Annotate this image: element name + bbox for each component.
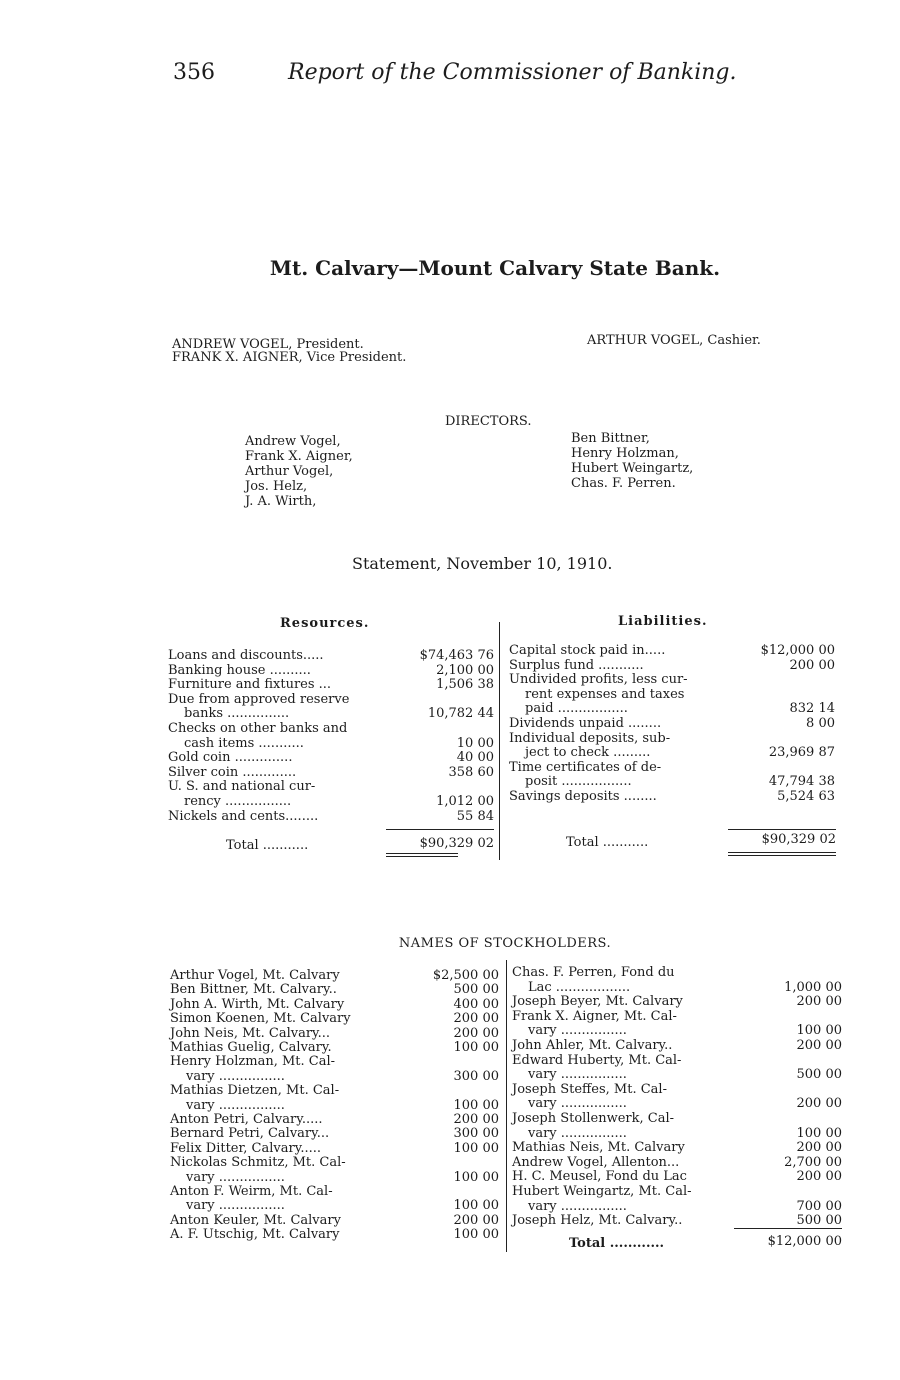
table-row — [170, 1170, 499, 1185]
row-label: Anton F. Weirm, Mt. Cal- — [170, 1184, 333, 1199]
row-amount: 2,100 00 — [436, 662, 494, 678]
row-label: Due from approved reserve — [168, 691, 350, 707]
row-label: Loans and discounts..... — [168, 648, 324, 663]
table-row — [512, 980, 842, 995]
officer-president: ANDREW VOGEL, President. — [172, 337, 364, 352]
row-amount: 1,506 38 — [436, 677, 494, 693]
table-row — [168, 706, 494, 721]
row-amount: 200 00 — [796, 1169, 842, 1185]
director-name: Henry Holzman, — [571, 446, 679, 461]
row-label: Anton Keuler, Mt. Calvary — [170, 1212, 341, 1228]
row-amount: 8 00 — [806, 716, 835, 731]
row-amount: 200 00 — [453, 1212, 499, 1228]
resources-double-rule — [386, 856, 458, 857]
row-label: John Neis, Mt. Calvary... — [170, 1025, 331, 1041]
table-row — [168, 736, 494, 751]
row-amount: 100 00 — [453, 1169, 499, 1185]
row-amount: 2,700 00 — [784, 1154, 842, 1170]
director-name: J. A. Wirth, — [245, 494, 317, 509]
row-label: vary ................ — [186, 1068, 285, 1084]
liabilities-total-rule — [728, 829, 836, 830]
row-label: Arthur Vogel, Mt. Calvary — [170, 968, 340, 983]
row-label: Capital stock paid in..... — [509, 643, 666, 658]
row-label: Dividends unpaid ........ — [509, 716, 662, 731]
resources-total-amount: $90,329 02 — [419, 836, 494, 851]
row-label: Ben Bittner, Mt. Calvary.. — [170, 982, 337, 998]
table-row — [512, 1126, 842, 1141]
table-row — [509, 643, 835, 658]
row-label: vary ................ — [186, 1198, 285, 1214]
table-row — [170, 997, 499, 1012]
table-row — [512, 1111, 842, 1126]
table-row — [168, 677, 494, 692]
table-row — [170, 1126, 499, 1141]
row-label: vary ................ — [528, 1198, 627, 1214]
row-label: Joseph Helz, Mt. Calvary.. — [512, 1213, 683, 1229]
table-row — [509, 760, 835, 775]
row-amount: 100 00 — [453, 1040, 499, 1055]
liabilities-double-rule — [728, 852, 836, 853]
row-amount: 100 00 — [453, 1097, 499, 1113]
row-label: Furniture and fixtures ... — [168, 677, 332, 693]
table-row — [512, 1067, 842, 1082]
row-label: A. F. Utschig, Mt. Calvary — [170, 1227, 340, 1243]
row-amount: 5,524 63 — [777, 789, 835, 804]
row-amount: 40 00 — [456, 750, 494, 766]
liabilities-double-rule — [728, 855, 836, 856]
row-amount: 100 00 — [453, 1140, 499, 1156]
table-row — [509, 731, 835, 746]
row-label: Mathias Neis, Mt. Calvary — [512, 1140, 685, 1156]
table-row — [168, 692, 494, 707]
row-label: John A. Wirth, Mt. Calvary — [170, 996, 345, 1012]
row-amount: 23,969 87 — [768, 745, 835, 761]
table-row — [168, 765, 494, 780]
table-row — [170, 1155, 499, 1170]
row-label: vary ................ — [528, 1023, 627, 1039]
row-amount: 300 00 — [453, 1126, 499, 1142]
table-row — [170, 1213, 499, 1228]
table-row — [512, 1199, 842, 1214]
table-row — [170, 1098, 499, 1113]
row-amount: 47,794 38 — [768, 774, 835, 790]
row-label: Time certificates of de- — [509, 759, 662, 775]
table-row — [168, 794, 494, 809]
table-row — [170, 1141, 499, 1156]
row-label: Individual deposits, sub- — [509, 730, 671, 746]
row-amount: 1,012 00 — [436, 794, 494, 809]
director-name: Hubert Weingartz, — [571, 461, 694, 476]
table-row — [512, 1184, 842, 1199]
row-amount: 200 00 — [796, 1096, 842, 1112]
row-label: cash items ........... — [184, 735, 304, 751]
row-label: John Ahler, Mt. Calvary.. — [512, 1038, 673, 1053]
director-name: Jos. Helz, — [245, 479, 308, 494]
resources-double-rule — [386, 853, 458, 854]
row-label: posit ................. — [525, 774, 632, 790]
row-label: Banking house .......... — [168, 662, 311, 678]
resources-total-rule — [386, 829, 494, 830]
table-row — [170, 1011, 499, 1026]
row-label: rency ................ — [184, 794, 292, 809]
row-amount: 500 00 — [453, 982, 499, 998]
row-amount: 100 00 — [453, 1198, 499, 1214]
row-label: Hubert Weingartz, Mt. Cal- — [512, 1184, 692, 1199]
table-row — [170, 1040, 499, 1055]
row-label: vary ................ — [186, 1097, 285, 1113]
table-row — [170, 1083, 499, 1098]
table-row — [170, 968, 499, 983]
row-label: Chas. F. Perren, Fond du — [512, 965, 675, 980]
row-label: Nickels and cents........ — [168, 808, 319, 824]
resources-heading: Resources. — [280, 616, 370, 631]
row-label: Mathias Guelig, Calvary. — [170, 1040, 332, 1055]
row-label: Mathias Dietzen, Mt. Cal- — [170, 1083, 340, 1099]
table-row — [509, 658, 835, 673]
table-row — [170, 1198, 499, 1213]
row-label: Bernard Petri, Calvary... — [170, 1126, 330, 1142]
row-amount: 700 00 — [796, 1198, 842, 1214]
row-amount: 100 00 — [453, 1227, 499, 1243]
row-label: paid ................. — [525, 701, 628, 717]
row-amount: 300 00 — [453, 1068, 499, 1084]
table-row — [170, 982, 499, 997]
row-label: rent expenses and taxes — [525, 686, 685, 702]
table-row — [512, 1053, 842, 1068]
row-amount: 500 00 — [796, 1213, 842, 1229]
row-label: Andrew Vogel, Allenton... — [512, 1154, 680, 1170]
row-amount: 832 14 — [789, 701, 835, 717]
row-label: Felix Ditter, Calvary..... — [170, 1140, 321, 1156]
row-label: Edward Huberty, Mt. Cal- — [512, 1052, 682, 1068]
stockholders-divider — [506, 960, 507, 1252]
liabilities-total-amount: $90,329 02 — [761, 832, 836, 847]
row-label: Gold coin .............. — [168, 750, 293, 766]
row-label: vary ................ — [528, 1125, 627, 1141]
row-amount: 500 00 — [796, 1067, 842, 1083]
table-row — [168, 750, 494, 765]
row-label: Joseph Beyer, Mt. Calvary — [512, 994, 683, 1010]
table-row — [170, 1069, 499, 1084]
table-row — [509, 701, 835, 716]
table-row — [509, 745, 835, 760]
row-label: Frank X. Aigner, Mt. Cal- — [512, 1008, 677, 1024]
row-amount: 200 00 — [796, 1140, 842, 1156]
row-amount: 200 00 — [796, 1038, 842, 1053]
director-name: Frank X. Aigner, — [245, 449, 353, 464]
row-amount: 358 60 — [448, 764, 494, 780]
director-name: Chas. F. Perren. — [571, 476, 676, 491]
row-amount: 200 00 — [453, 1011, 499, 1027]
row-amount: $74,463 76 — [419, 648, 494, 663]
row-label: vary ................ — [186, 1169, 285, 1185]
row-label: banks ............... — [184, 706, 290, 722]
row-amount: 200 00 — [789, 657, 835, 673]
table-row — [512, 1155, 842, 1170]
statement-title: Statement, November 10, 1910. — [352, 554, 613, 573]
table-row — [512, 994, 842, 1009]
row-amount: 1,000 00 — [784, 979, 842, 995]
row-label: vary ................ — [528, 1096, 627, 1112]
director-name: Arthur Vogel, — [245, 464, 334, 479]
row-label: Surplus fund ........... — [509, 657, 644, 673]
bank-title: Mt. Calvary—Mount Calvary State Bank. — [269, 256, 721, 280]
row-label: Checks on other banks and — [168, 721, 348, 736]
table-row — [168, 721, 494, 736]
row-amount: 100 00 — [796, 1023, 842, 1039]
row-amount: 200 00 — [453, 1025, 499, 1041]
row-amount: 200 00 — [453, 1112, 499, 1127]
table-row — [509, 774, 835, 789]
row-amount: 400 00 — [453, 996, 499, 1012]
row-amount: 10 00 — [456, 735, 494, 751]
directors-left-column — [245, 434, 353, 509]
row-label: Undivided profits, less cur- — [509, 672, 688, 688]
row-label: Anton Petri, Calvary..... — [170, 1112, 323, 1127]
row-amount: $2,500 00 — [432, 968, 499, 983]
director-name: Andrew Vogel, — [245, 434, 341, 449]
table-row — [168, 648, 494, 663]
stockholders-total-amount: $12,000 00 — [767, 1234, 842, 1249]
row-label: Silver coin ............. — [168, 764, 297, 780]
table-row — [170, 1184, 499, 1199]
table-row — [512, 965, 842, 980]
row-amount: 200 00 — [796, 994, 842, 1010]
row-label: Joseph Stollenwerk, Cal- — [512, 1111, 674, 1126]
row-label: ject to check ......... — [525, 745, 651, 761]
row-label: U. S. and national cur- — [168, 779, 316, 795]
table-row — [512, 1023, 842, 1038]
table-row — [512, 1140, 842, 1155]
table-row — [509, 672, 835, 687]
table-row — [509, 716, 835, 731]
table-row — [170, 1026, 499, 1041]
row-label: Henry Holzman, Mt. Cal- — [170, 1054, 336, 1070]
directors-right-column — [571, 431, 693, 491]
table-row — [170, 1227, 499, 1242]
row-label: Simon Koenen, Mt. Calvary — [170, 1011, 351, 1027]
row-label: Joseph Steffes, Mt. Cal- — [512, 1081, 667, 1097]
resources-total-label: Total ........... — [226, 838, 309, 853]
table-row — [512, 1213, 842, 1228]
row-label: H. C. Meusel, Fond du Lac — [512, 1169, 687, 1185]
table-row — [512, 1009, 842, 1024]
row-amount: 100 00 — [796, 1125, 842, 1141]
table-row — [512, 1169, 842, 1184]
stockholders-total-rule — [734, 1228, 842, 1229]
liabilities-total-label: Total ........... — [566, 835, 649, 850]
table-row — [509, 687, 835, 702]
row-label: Lac .................. — [528, 979, 631, 995]
table-row — [168, 809, 494, 824]
page-number: 356 — [173, 60, 215, 85]
row-amount: 55 84 — [456, 808, 494, 824]
table-row — [509, 789, 835, 804]
officer-vice-president: FRANK X. AIGNER, Vice President. — [172, 350, 407, 365]
director-name: Ben Bittner, — [571, 431, 650, 446]
liabilities-heading: Liabilities. — [618, 614, 708, 629]
row-label: vary ................ — [528, 1067, 627, 1083]
table-row — [170, 1112, 499, 1127]
stockholders-heading: NAMES OF STOCKHOLDERS. — [398, 936, 612, 951]
table-row — [512, 1082, 842, 1097]
row-amount: 10,782 44 — [427, 706, 494, 722]
stockholders-total-label: Total ............ — [569, 1236, 665, 1251]
statement-divider — [499, 622, 500, 860]
table-row — [170, 1054, 499, 1069]
officer-cashier: ARTHUR VOGEL, Cashier. — [587, 333, 761, 348]
row-label: Nickolas Schmitz, Mt. Cal- — [170, 1155, 346, 1171]
directors-heading: DIRECTORS. — [445, 414, 532, 429]
running-title: Report of the Commissioner of Banking. — [288, 60, 737, 85]
table-row — [168, 779, 494, 794]
row-label: Savings deposits ........ — [509, 789, 657, 804]
table-row — [512, 1038, 842, 1053]
row-amount: $12,000 00 — [760, 643, 835, 658]
table-row — [512, 1096, 842, 1111]
table-row — [168, 663, 494, 678]
